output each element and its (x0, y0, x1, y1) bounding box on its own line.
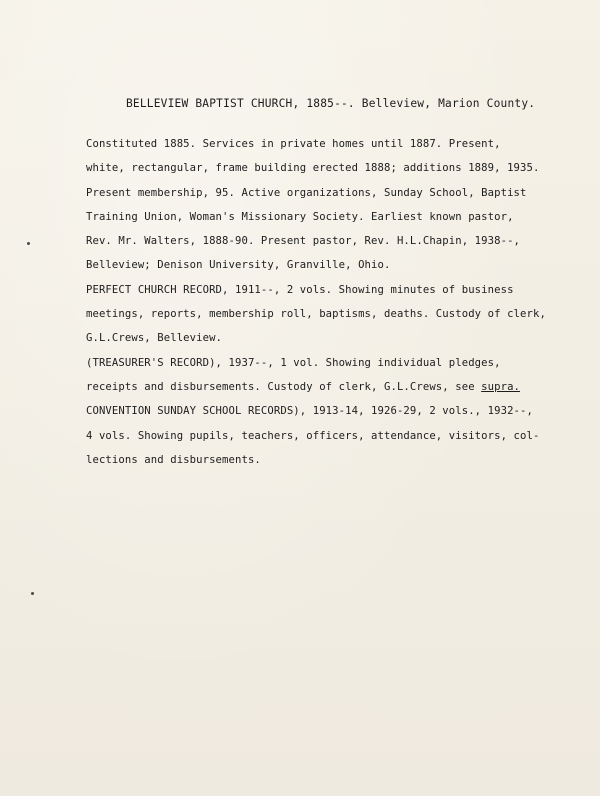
body-line: lections and disbursements. (86, 453, 261, 466)
body-line: Present membership, 95. Active organizations, Sunday School, Baptist (86, 186, 527, 199)
document-body (86, 132, 556, 472)
body-line: Constituted 1885. Services in private homes until 1887. Present, (86, 138, 501, 150)
body-line: 4 vols. Showing pupils, teachers, officers, attendance, visitors, col- (86, 429, 540, 442)
body-line: G.L.Crews, Belleview. (86, 332, 223, 345)
body-line-with-supra (86, 375, 556, 399)
body-line: Training Union, Woman's Missionary Society. Earliest known pastor, (86, 210, 514, 223)
body-line: PERFECT CHURCH RECORD, 1911--, 2 vols. Showing minutes of business (86, 283, 514, 296)
body-line: (TREASURER'S RECORD), 1937--, 1 vol. Showing individual pledges, (86, 356, 501, 369)
body-line: Rev. Mr. Walters, 1888-90. Present pastor, Rev. H.L.Chapin, 1938--, (86, 235, 521, 248)
document-title: BELLEVIEW BAPTIST CHURCH, 1885--. Belleview, Marion County. (126, 97, 536, 110)
body-line-text: receipts and disbursements. Custody of clerk, G.L.Crews, see (86, 380, 482, 393)
body-line: CONVENTION SUNDAY SCHOOL RECORDS), 1913-14, 1926-29, 2 vols., 1932--, (86, 405, 533, 418)
supra-word: supra. (481, 380, 521, 393)
body-line: Belleview; Denison University, Granville, Ohio. (86, 259, 391, 272)
paper-speck (31, 592, 34, 595)
body-line: white, rectangular, frame building erected 1888; additions 1889, 1935. (86, 162, 540, 175)
body-line: meetings, reports, membership roll, baptisms, deaths. Custody of clerk, (86, 308, 546, 321)
paper-speck (27, 242, 30, 245)
